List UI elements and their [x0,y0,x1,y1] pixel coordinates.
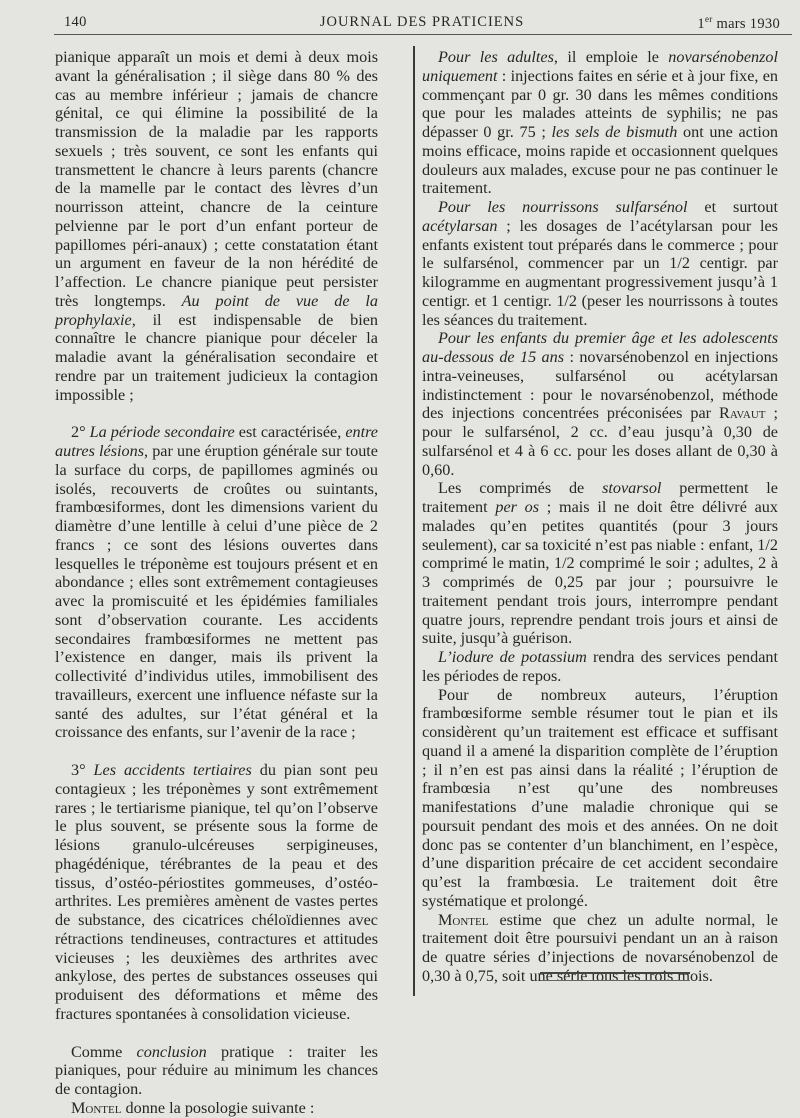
column-divider [413,46,415,996]
journal-title: JOURNAL DES PRATICIENS [319,14,525,30]
right-column [422,48,778,986]
paragraph-infants: Pour les nourrissons sulfarsénol et surtout acétylarsan ; les dosages de l’acétylarsan pour les enfants existent tout préparés dans le commerce ; pour le sulfarsénol, commencer par un 1/2 centigr. par kilogramme en augmentant progressivement jusqu’à 1 centigr. et 1 centigr. 1/2 (peser les nourrissons à toutes les séances du traitement. [422,198,778,329]
paragraph-potassium-iodide: L’iodure de potassium rendra des services pendant les périodes de repos. [422,648,778,685]
paragraph-posology-intro: Montel donne la posologie suivante : [71,1098,315,1117]
paragraph-conclusion: Comme conclusion pratique : traiter les pianiques, pour réduire au minimum les chances de contagion. [55,1042,378,1098]
paragraph-adults: Pour les adultes, il emploie le novarsénobenzol uniquement : injections faites en série et à jour fixe, en commençant par 0 gr. 30 dans les mêmes conditions que pour les malades atteints de syphilis; ne pas dépasser 0 gr. 75 ; les sels de bismuth ont une action moins efficace, moins rapide et occasionnent quelques douleurs aux malades, excuse pour ne pas continuer le traitement. [422,48,779,198]
page-number: 140 [64,14,87,30]
paragraph-secondary-period: 2° La période secondaire est caractérisée, entre autres lésions, par une éruption générale sur toute la surface du corps, de papillomes agminés ou isolés, recouverts de croûtes ou suintants, frambœsiformes, dont les dimensions varient du diamètre d’une lentille à celui d’une pièce de 2 francs ; ce sont des lésions ouvertes dans lesquelles le tréponème est toujours présent et en abondance ; elles sont extrêmement contagieuses avec la promiscuité et les épidémies familiales sont d’observation courante. Les accidents secondaires frambœsiformes ne mettent pas l’existence en danger, mais ils privent la collectivité d’individus utiles, immobilisent des travailleurs, exercent une influence néfaste sur la santé des adultes, sur l’état général et la croissance des enfants, sur l’avenir de la race ; [55,423,378,742]
issue-date: 1er mars 1930 [697,14,780,32]
header-rule [54,34,792,35]
end-ornament-rule [540,972,690,981]
paragraph-framboesia: Pour de nombreux auteurs, l’éruption frambœsiforme semble résumer tout le pian et ils considèrent qu’un traitement est efficace et suffisant quand il a amené la disparition complète de l’éruption ; il n’en est pas ainsi dans la réalité ; l’éruption de frambœsia n’est qu’une des nombreuses manifestations d’une maladie chronique qui se poursuit pendant des mois et des années. On ne doit donc pas se contenter d’un blanchiment, en l’espèce, d’une disparition précaire de cet accident secondaire qu’est la frambœsia. Le traitement doit être systématique et prolongé. [422,685,778,910]
paragraph-stovarsol: Les comprimés de stovarsol permettent le traitement per os ; mais il ne doit être délivré aux malades qu’en petites quantités (pour 3 jours seulement), car sa toxicité n’est pas niable : enfant, 1/2 comprimé le matin, 1/2 comprimé le soir ; adultes, 2 à 3 comprimés de 0,25 par jour ; poursuivre le traitement pendant trois jours, interrompre pendant quatre jours, reprendre pendant trois jours et ainsi de suite, jusqu’à guérison. [422,479,778,648]
paragraph-children: Pour les enfants du premier âge et les adolescents au-dessous de 15 ans : novarsénobenzol en injections intra-veineuses, sulfarsénol ou acétylarsan indistinctement : pour le novarsénobenzol, méthode des injections concentrées préconisées par Ravaut ; pour le sulfarsénol, 2 cc. d’eau jusqu’à 0,30 de sulfarsénol et 4 à 6 cc. pour les doses allant de 0,30 à 0,60. [422,329,779,479]
paragraph-chancre: pianique apparaît un mois et demi à deux mois avant la généralisation ; il siège dans 80 % des cas au membre inférieur ; jamais de chancre génital, ce qui élimine la possibilité de la transmission de la maladie par les rapports sexuels ; très souvent, ce sont les enfants qui transmettent le chancre à leurs parents (chancre de la mamelle par le contact des lèvres d’un nourrisson atteint, chancre de la ceinture pelvienne par le port d’un enfant porteur de papillomes péri-anaux) ; cette constatation étant un argument en faveur de la non hérédité de l’affection. Le chancre pianique peut persister très longtemps. Au point de vue de la prophylaxie, il est indispensable de bien connaître le chancre pianique pour déceler la maladie avant la généralisation secondaire et rendre par un traitement judicieux la contagion impossible ; [55,48,378,404]
paragraph-treatment-duration: Montel estime que chez un adulte normal, le traitement doit être poursuivi pendant un an à raison de quatre séries d’injections de novarsénobenzol de 0,30 à 0,75, soit une série tous les trois mois. [422,910,778,985]
paragraph-tertiary-accidents: 3° Les accidents tertiaires du pian sont peu contagieux ; les tréponèmes y sont extrêmement rares ; le tertiarisme pianique, tel qu’on l’observe le plus souvent, se présente sous la forme de lésions granulo-ulcéreuses serpigineuses, phagédénique, térébrantes de la peau et des tissus, d’ostéo-périostites gommeuses, d’ostéo-arthrites. Les premières amènent de vastes pertes de substance, des cicatrices chéloïdiennes avec rétractions tendineuses, contractures et attitudes vicieuses ; les deuxièmes des arthrites avec ankylose, des pertes de substances osseuses qui produisent des déformations et même des fractures spontanées à consolidation vicieuse. [55,761,378,1023]
left-column [55,48,378,1118]
